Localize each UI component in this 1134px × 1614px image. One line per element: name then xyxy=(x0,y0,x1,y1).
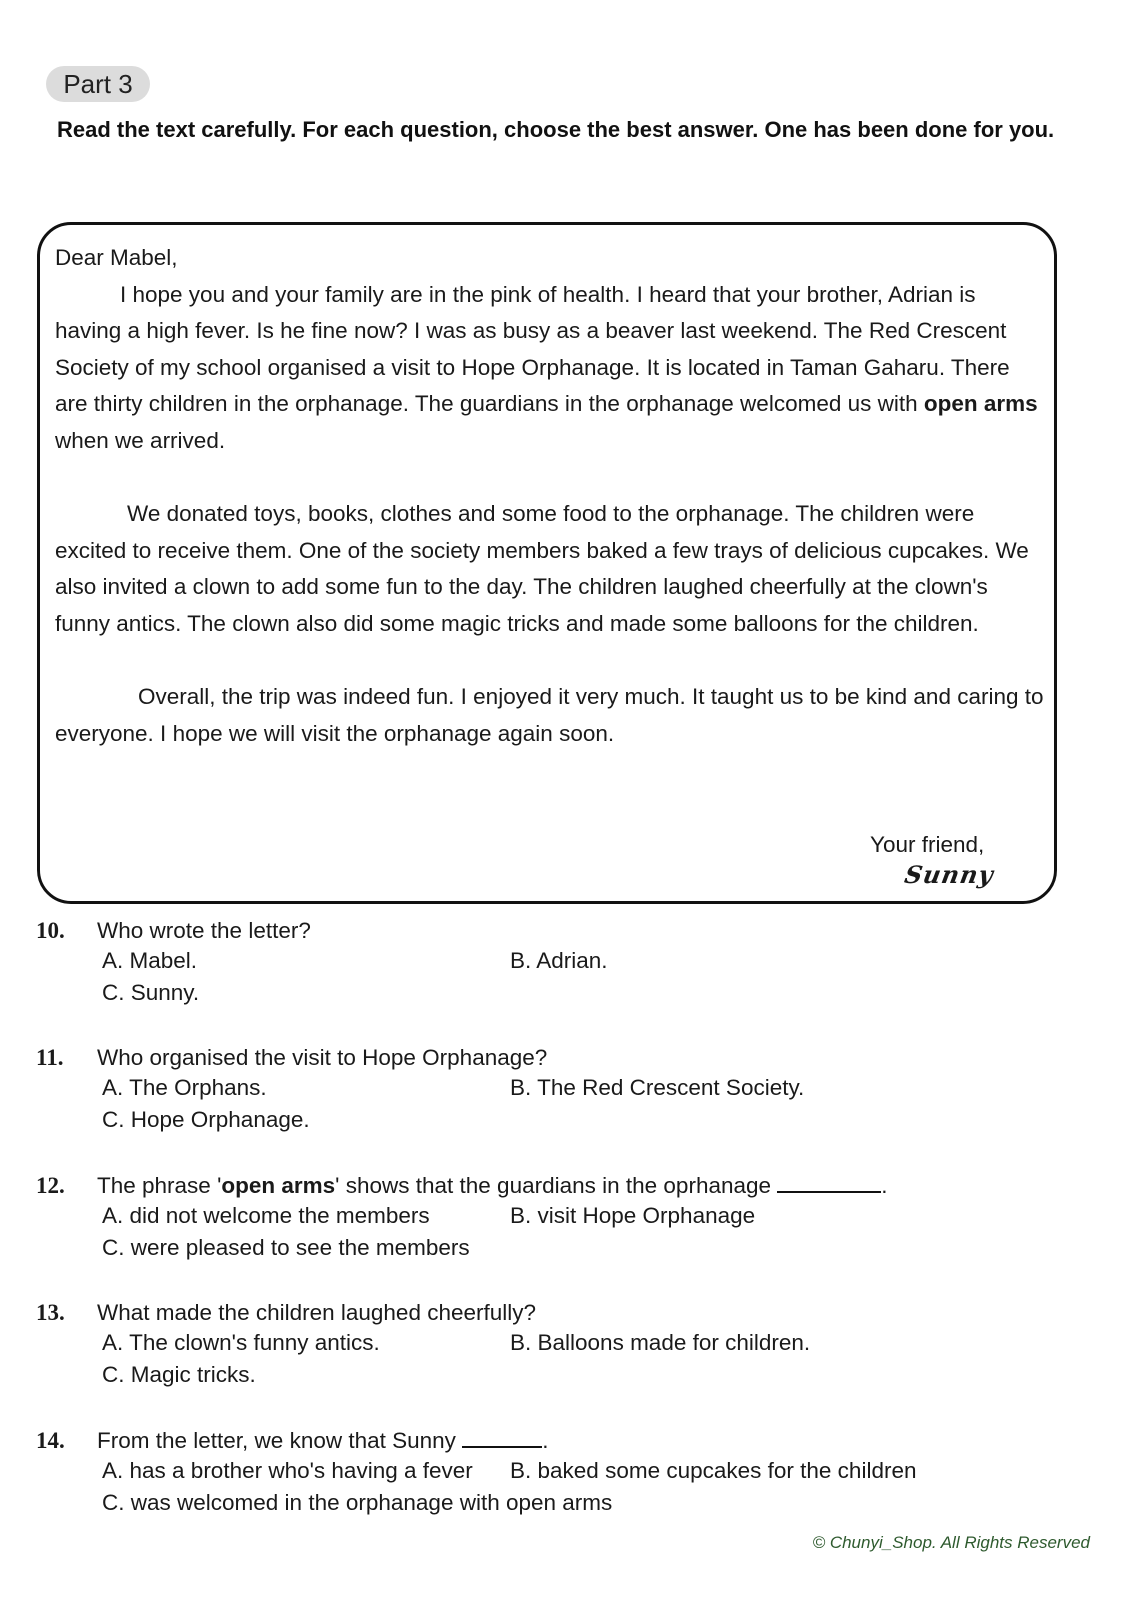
letter-signature: Sunny xyxy=(902,860,997,889)
option-c[interactable]: C. Sunny. xyxy=(102,980,200,1005)
question-number: 12. xyxy=(36,1173,65,1198)
letter-paragraph-1 xyxy=(55,277,1045,460)
question-text: What made the children laughed cheerfully? xyxy=(97,1300,537,1325)
question-number: 11. xyxy=(36,1045,64,1070)
option-c[interactable]: C. was welcomed in the orphanage with open arms xyxy=(102,1490,613,1515)
copyright-footer: © Chunyi_Shop. All Rights Reserved xyxy=(812,1533,1090,1552)
option-b[interactable]: B. baked some cupcakes for the children xyxy=(510,1458,917,1483)
paragraph-1-text-end: when we arrived. xyxy=(55,427,226,453)
option-a[interactable]: A. did not welcome the members xyxy=(102,1203,430,1228)
question-text-end: . xyxy=(881,1173,888,1198)
question-number: 10. xyxy=(36,918,65,943)
option-b[interactable]: B. Adrian. xyxy=(510,948,608,973)
question-text-end: . xyxy=(542,1428,549,1453)
option-c[interactable]: C. Hope Orphanage. xyxy=(102,1107,310,1132)
letter-closing: Your friend, xyxy=(870,832,985,857)
part-label-badge: Part 3 xyxy=(46,66,150,102)
letter-paragraph-2: We donated toys, books, clothes and some food to the orphanage. The children were excited to receive them. One of the society members baked a few trays of delicious cupcakes. We also invited a clown to add some fun to the day. The children laughed cheerfully at the clown's funny antics. The clown also did some magic tricks and made some balloons for the children. xyxy=(55,501,1029,636)
answer-blank xyxy=(462,1426,542,1448)
question-text xyxy=(97,1171,888,1201)
question-bold-phrase: open arms xyxy=(221,1173,336,1198)
question-text-middle: ' shows that the guardians in the oprhanage xyxy=(335,1173,772,1198)
option-b[interactable]: B. visit Hope Orphanage xyxy=(510,1203,756,1228)
option-b[interactable]: B. Balloons made for children. xyxy=(510,1330,811,1355)
option-a[interactable]: A. has a brother who's having a fever xyxy=(102,1458,473,1483)
option-b[interactable]: B. The Red Crescent Society. xyxy=(510,1075,805,1100)
question-number: 14. xyxy=(36,1428,65,1453)
letter-body xyxy=(55,240,1045,752)
letter-paragraph-3: Overall, the trip was indeed fun. I enjoyed it very much. It taught us to be kind and caring to everyone. I hope we will visit the orphanage again soon. xyxy=(55,684,1044,746)
instruction-text: Read the text carefully. For each question, choose the best answer. One has been done for you. xyxy=(57,117,1055,142)
letter-salutation: Dear Mabel, xyxy=(55,245,178,270)
question-text-start: The phrase ' xyxy=(97,1173,222,1198)
option-a[interactable]: A. The Orphans. xyxy=(102,1075,267,1100)
paragraph-1-text: I hope you and your family are in the pink of health. I heard that your brother, Adrian is having a high fever. Is he fine now? I was as busy as a beaver last weekend. The Red Crescent Society of my school organised a visit to Hope Orphanage. It is located in Taman Gaharu. There are thirty children in the orphanage. The guardians in the orphanage welcomed us with xyxy=(55,281,1010,417)
question-text: Who wrote the letter? xyxy=(97,918,311,943)
option-c[interactable]: C. Magic tricks. xyxy=(102,1362,256,1387)
question-text xyxy=(97,1426,548,1456)
phrase-open-arms: open arms xyxy=(923,391,1038,417)
question-text-start: From the letter, we know that Sunny xyxy=(97,1428,456,1453)
option-a[interactable]: A. Mabel. xyxy=(102,948,198,973)
option-c[interactable]: C. were pleased to see the members xyxy=(102,1235,470,1260)
question-number: 13. xyxy=(36,1300,65,1325)
answer-blank xyxy=(777,1171,881,1193)
option-a[interactable]: A. The clown's funny antics. xyxy=(102,1330,380,1355)
question-text: Who organised the visit to Hope Orphanage? xyxy=(97,1045,548,1070)
